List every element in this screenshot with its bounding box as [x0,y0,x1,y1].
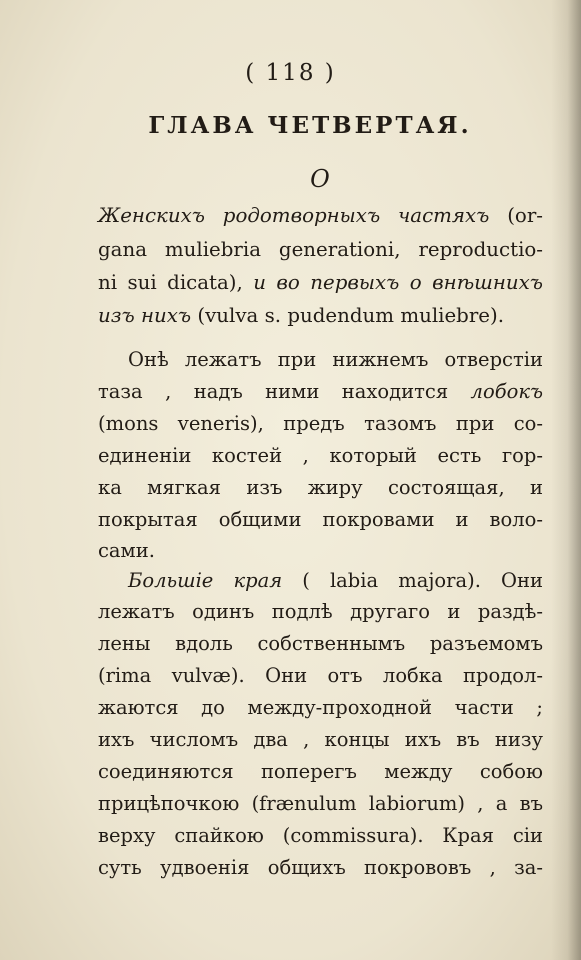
text-line: верху спайкою (commissura). Края сіи [98,824,543,847]
text-line: ихъ числомъ два , концы ихъ въ низу [98,728,543,751]
text-line [128,571,543,591]
text-line: суть удвоенія общихъ покрововъ , за- [98,856,543,879]
text-line: соединяются поперегъ между собою [98,760,543,783]
subtitle-roman: (vulva s. pudendum muliebre). [191,304,505,327]
subtitle-italic: Женскихъ родотворныхъ частяхъ [98,204,490,227]
subtitle-line [98,306,543,326]
text-italic: лобокъ [470,380,543,403]
text-roman: ( labia majora). Они [282,569,543,592]
subtitle-line [98,206,543,226]
subtitle-roman: gana muliebria generationi, reproductio- [98,238,543,261]
text-line: единеніи костей , который есть гор- [98,444,543,467]
text-line: прицѣпочкою (frænulum labiorum) , а въ [98,792,543,815]
text-line: (rima vulvæ). Они отъ лобка продол- [98,664,543,687]
text-line: Онѣ лежатъ при нижнемъ отверстіи [128,348,543,371]
text-italic: Большіе края [128,569,283,592]
text-line: (mons veneris), предъ тазомъ при со- [98,412,543,435]
text-line: сами. [98,539,155,562]
page-number: ( 118 ) [245,60,336,86]
section-heading: О [310,165,330,193]
text-line [98,382,543,402]
subtitle-italic: изъ нихъ [98,304,192,327]
page-gutter-shadow [551,0,581,960]
text-line: лежатъ одинъ подлѣ другаго и раздѣ- [98,600,543,623]
text-line: лены вдоль собственнымъ разъемомъ [98,632,543,655]
subtitle-roman: (or- [489,204,543,227]
subtitle-italic: и во первыхъ о внѣшнихъ [253,271,543,294]
text-line: ка мягкая изъ жиру состоящая, и [98,476,543,499]
chapter-title: ГЛАВА ЧЕТВЕРТАЯ. [148,112,472,139]
text-line: жаются до между-проходной части ; [98,696,543,719]
text-roman: таза , надъ ними находится [98,380,471,403]
subtitle-line [98,273,543,293]
subtitle-roman: ni sui dicata), [98,271,254,294]
subtitle-line [98,240,543,260]
text-line: покрытая общими покровами и воло- [98,508,543,531]
